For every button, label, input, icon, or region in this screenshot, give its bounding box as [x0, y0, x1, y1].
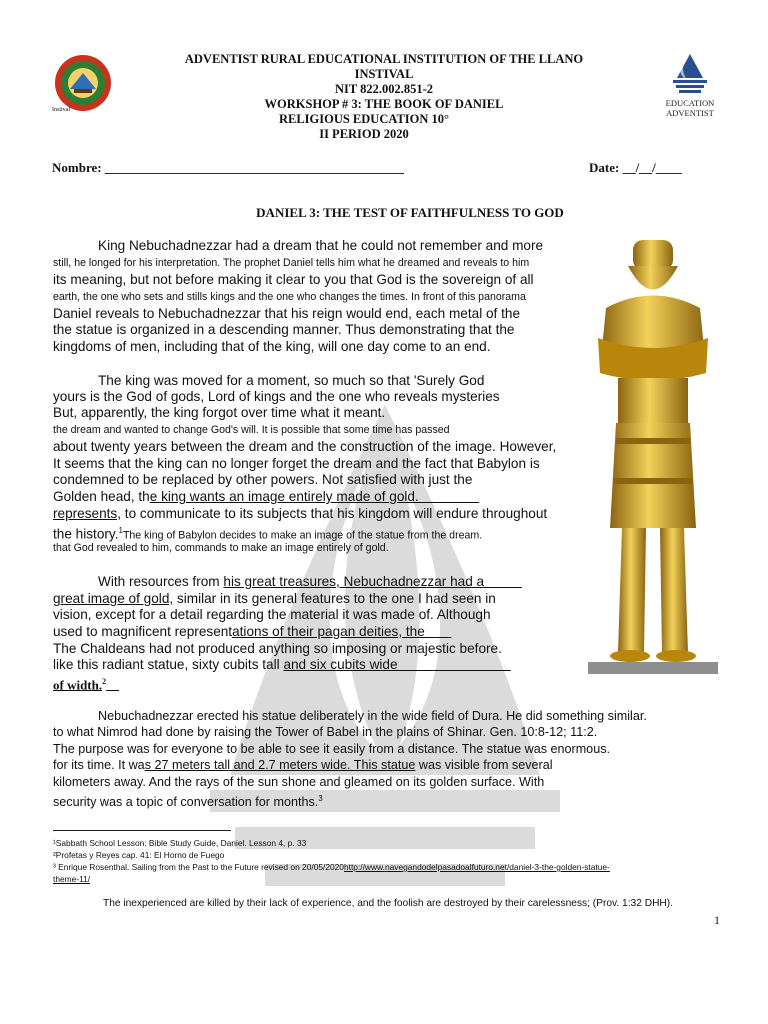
body-text: was visible from several	[415, 758, 553, 772]
header-subject: RELIGIOUS EDUCATION 10°	[278, 112, 450, 126]
body-text: The king of Babylon decides to make an image of the statue from the dream.	[122, 529, 483, 542]
underlined-text: represents,	[53, 506, 122, 521]
body-line: yours is the God of gods, Lord of kings and the one who reveals mysteries	[53, 389, 500, 404]
body-line	[53, 591, 496, 607]
body-line: The king was moved for a moment, so much so that 'Surely God	[98, 373, 485, 388]
body-line	[53, 657, 511, 673]
body-line: kilometers away. And the rays of the sun shone and gleamed on its golden surface. With	[53, 775, 545, 789]
body-line: about twenty years between the dream and the construction of the image. However,	[53, 439, 557, 454]
header-acronym: INSTIVAL	[354, 67, 414, 81]
body-line: The purpose was for everyone to be able to see it easily from a distance. The statue was enormous.	[53, 742, 610, 756]
body-line	[53, 489, 479, 505]
body-line	[98, 574, 522, 590]
golden-statue-image	[588, 238, 718, 678]
footnote: ¹Sabbath School Lesson: Bible Study Guide, Daniel. Lesson 4, p. 33	[53, 838, 307, 848]
body-line: vision, except for a detail regarding the material it was made of. Although	[53, 607, 491, 622]
body-line: Nebuchadnezzar erected his statue deliberately in the wide field of Dura. He did something similar.	[98, 709, 647, 723]
date-field[interactable]: Date: __/__/____	[589, 160, 682, 175]
body-line	[53, 757, 553, 773]
body-text: for its time. It wa	[53, 758, 145, 772]
body-line: earth, the one who sets and stills kings and the one who changes the times. In front of this panorama	[53, 291, 526, 303]
body-line	[53, 624, 451, 640]
header-workshop: WORKSHOP # 3: THE BOOK OF DANIEL	[264, 97, 504, 111]
body-text: similar in its general features to the one I had seen in	[173, 591, 496, 606]
page-number: 1	[714, 913, 720, 927]
underlined-text: e king wants an image entirely made of gold.	[149, 489, 480, 504]
body-line	[53, 506, 547, 522]
header-institution: ADVENTIST RURAL EDUCATIONAL INSTITUTION OF THE LLANO	[184, 52, 584, 66]
body-line: But, apparently, the king forgot over time what it meant.	[53, 405, 386, 420]
body-line: condemned to be replaced by other powers. Not satisfied with just the	[53, 472, 473, 487]
body-text: used to magnificent represent	[53, 624, 233, 639]
body-line	[53, 791, 323, 810]
logo-text-education: EDUCATION	[665, 98, 715, 108]
body-line	[53, 674, 119, 693]
footnote-separator	[53, 830, 231, 831]
body-line: kingdoms of men, including that of the king, will one day come to an end.	[53, 339, 491, 354]
body-line: that God revealed to him, commands to make an image entirely of gold.	[53, 542, 389, 554]
body-text: With resources from	[98, 574, 224, 589]
bible-quote: The inexperienced are killed by their lack of experience, and the foolish are destroyed by their carelessness; (Prov. 1:32 DHH).	[102, 898, 674, 909]
body-text: Golden head, th	[53, 489, 150, 504]
body-text: security was a topic of conversation for months.	[53, 795, 319, 810]
body-line: its meaning, but not before making it clear to you that God is the sovereign of all	[53, 272, 534, 287]
underlined-text: of width.	[53, 677, 103, 693]
footnote-link[interactable]: theme-11/	[53, 874, 91, 884]
document-title: DANIEL 3: THE TEST OF FAITHFULNESS TO GOD	[256, 205, 564, 220]
underlined-text: and six cubits wide	[283, 657, 511, 672]
institution-logo-caption: Instival	[52, 107, 70, 113]
body-line: to what Nimrod had done by raising the Tower of Babel in the plains of Shinar. Gen. 10:8-12; 11:2.	[53, 725, 598, 739]
footnote-link[interactable]: http://www.navegandodelpasadoalfuturo.net/daniel-3-the-golden-statue-	[343, 862, 610, 872]
body-line: It seems that the king can no longer forget the dream and the fact that Babylon is	[53, 456, 540, 471]
body-line: King Nebuchadnezzar had a dream that he could not remember and more	[98, 238, 544, 253]
body-text: like this radiant statue, sixty cubits tall	[53, 657, 284, 672]
body-line: the dream and wanted to change God's will. It is possible that some time has passed	[53, 424, 450, 436]
logo-text-adventist: ADVENTIST	[666, 108, 714, 118]
body-line: the statue is organized in a descending manner. Thus demonstrating that the	[53, 322, 515, 337]
footnote: ²Profetas y Reyes cap. 41: El Horno de Fuego	[53, 850, 225, 860]
underlined-text: great image of gold,	[53, 591, 174, 606]
body-line: Daniel reveals to Nebuchadnezzar that his reign would end, each metal of the	[53, 306, 520, 321]
header-nit: NIT 822.002.851-2	[334, 82, 434, 96]
body-line: still, he longed for his interpretation. The prophet Daniel tells him what he dreamed and reveals to him	[53, 257, 530, 269]
footnote-ref: 2	[102, 677, 107, 686]
body-text: the history.	[53, 526, 119, 542]
footnote-ref: 1	[118, 526, 123, 535]
name-field[interactable]: Nombre: ______________________________________________	[52, 160, 404, 175]
footnote-ref: 3	[318, 794, 323, 803]
underlined-text: s 27 meters tall and 2.7 meters wide. This statue	[144, 758, 416, 772]
underlined-text: his great treasures, Nebuchadnezzar had a	[223, 574, 522, 589]
body-line: The Chaldeans had not produced anything so imposing or majestic before.	[53, 641, 502, 656]
underlined-text: ations of their pagan deities, the	[232, 624, 452, 639]
footnote-text: ³ Enrique Rosenthal. Sailing from the Past to the Future revised on 20/05/2020	[53, 862, 344, 872]
footnote	[53, 862, 610, 872]
header-period: II PERIOD 2020	[319, 127, 409, 141]
body-text: to communicate to its subjects that his kingdom will endure throughout	[121, 506, 548, 521]
